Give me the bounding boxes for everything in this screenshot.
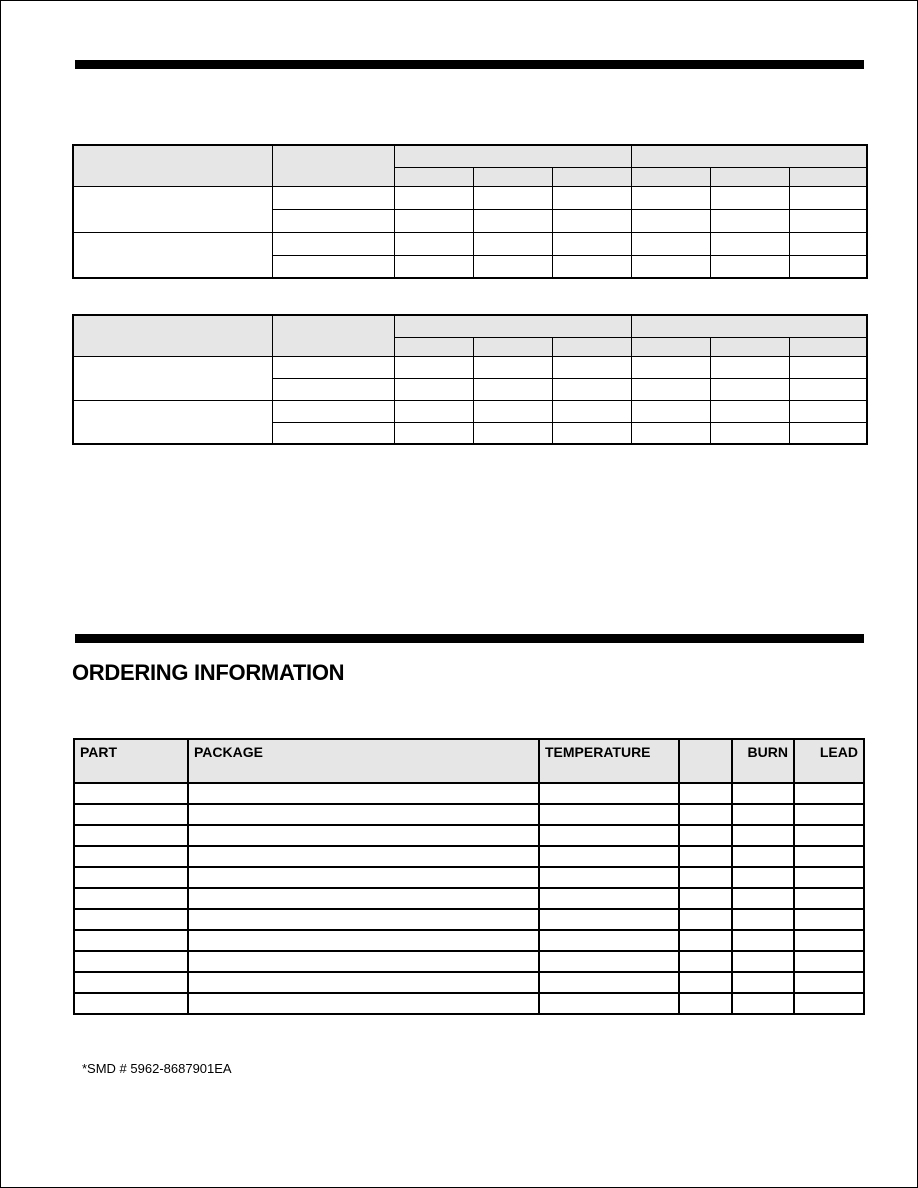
spec-header-cell — [73, 145, 272, 186]
spec-cell — [73, 186, 272, 232]
section-rule — [75, 634, 864, 643]
spec-header-cell — [272, 145, 394, 186]
table-row — [74, 951, 864, 972]
footnote: *SMD # 5962-8687901EA — [82, 1061, 232, 1076]
section-title: ORDERING INFORMATION — [72, 660, 345, 685]
col-header-part: PART — [74, 739, 188, 783]
table-row — [74, 846, 864, 867]
spec-header-cell — [73, 315, 272, 356]
col-header-burn: BURN — [732, 739, 794, 783]
table-row — [74, 930, 864, 951]
spec-group-header — [394, 145, 631, 167]
spec-subheader — [473, 167, 552, 186]
spec-group-header — [631, 145, 867, 167]
col-header-blank — [679, 739, 732, 783]
spec-subheader — [473, 337, 552, 356]
table-row — [73, 356, 867, 378]
spec-subheader — [710, 337, 789, 356]
table-row — [73, 400, 867, 422]
ordering-table — [73, 738, 865, 1015]
top-rule — [75, 60, 864, 69]
col-header-temperature: TEMPERATURE — [539, 739, 679, 783]
spec-table-2 — [72, 314, 868, 445]
spec-subheader — [789, 337, 867, 356]
table-row — [73, 186, 867, 209]
table-row — [74, 909, 864, 930]
spec-cell — [73, 400, 272, 444]
spec-subheader — [710, 167, 789, 186]
table-row — [74, 783, 864, 804]
spec-group-header — [394, 315, 631, 337]
spec-cell — [73, 356, 272, 400]
spec-subheader — [552, 167, 631, 186]
col-header-lead: LEAD — [794, 739, 864, 783]
table-row — [74, 972, 864, 993]
table-row — [74, 993, 864, 1014]
spec-group-header — [631, 315, 867, 337]
spec-table-1 — [72, 144, 868, 279]
spec-subheader — [631, 337, 710, 356]
spec-subheader — [631, 167, 710, 186]
table-row — [74, 888, 864, 909]
spec-subheader — [394, 337, 473, 356]
spec-subheader — [789, 167, 867, 186]
table-row — [74, 825, 864, 846]
spec-header-cell — [272, 315, 394, 356]
table-row — [74, 867, 864, 888]
table-row — [74, 804, 864, 825]
table-row — [73, 232, 867, 255]
spec-subheader — [394, 167, 473, 186]
col-header-package: PACKAGE — [188, 739, 539, 783]
spec-cell — [73, 232, 272, 278]
spec-subheader — [552, 337, 631, 356]
